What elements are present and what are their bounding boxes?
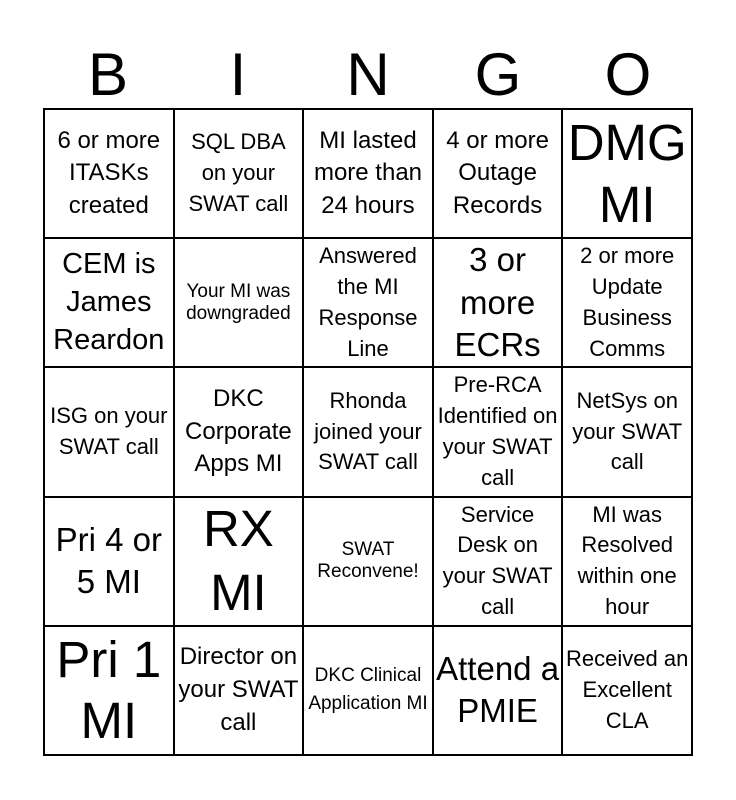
header-letter-i: I — [229, 41, 247, 108]
cell-label: DKC Corporate Apps MI — [185, 385, 292, 478]
cell-label: MI was Resolved within one hour — [577, 501, 677, 619]
cell-label: Answered the MI Response Line — [318, 243, 418, 361]
cell-label: CEM is James Reardon — [53, 248, 165, 356]
bingo-board — [43, 108, 693, 756]
cell-label: DMG MI — [567, 114, 687, 233]
cell-label: 3 or more ECRs — [454, 241, 541, 363]
cell-label: Director on your SWAT call — [178, 643, 299, 736]
cell-label: Pri 1 MI — [56, 631, 162, 750]
bingo-cell[interactable] — [562, 367, 692, 496]
bingo-cell[interactable] — [174, 626, 304, 755]
bingo-header — [43, 42, 693, 108]
cell-label: SQL DBA on your SWAT call — [188, 129, 289, 216]
bingo-cell[interactable] — [303, 367, 433, 496]
cell-label: SWAT Reconvene! — [317, 539, 419, 583]
bingo-cell[interactable] — [303, 238, 433, 367]
cell-label: Pre-RCA Identified on your SWAT call — [437, 372, 558, 490]
cell-label: Attend a PMIE — [436, 650, 560, 730]
bingo-cell[interactable] — [44, 626, 174, 755]
bingo-cell[interactable] — [44, 367, 174, 496]
cell-label: NetSys on your SWAT call — [572, 387, 683, 475]
cell-label: Received an Excellent CLA — [566, 646, 689, 733]
cell-label: Your MI was downgraded — [186, 280, 291, 324]
bingo-cell[interactable] — [174, 238, 304, 367]
bingo-cell[interactable] — [433, 497, 563, 626]
bingo-cell[interactable] — [303, 497, 433, 626]
bingo-cell[interactable] — [174, 367, 304, 496]
bingo-cell[interactable] — [303, 626, 433, 755]
header-letter-b: B — [87, 41, 129, 108]
cell-label: RX MI — [202, 500, 274, 622]
bingo-cell[interactable] — [433, 367, 563, 496]
bingo-cell[interactable] — [562, 238, 692, 367]
header-letter-g: G — [474, 41, 522, 108]
bingo-cell[interactable] — [303, 109, 433, 238]
bingo-cell[interactable] — [433, 238, 563, 367]
cell-label: Rhonda joined your SWAT call — [314, 387, 422, 475]
bingo-cell[interactable] — [44, 238, 174, 367]
bingo-cell[interactable] — [44, 109, 174, 238]
bingo-cell[interactable] — [174, 497, 304, 626]
bingo-cell[interactable] — [562, 626, 692, 755]
cell-label: 2 or more Update Business Comms — [580, 243, 675, 361]
header-letter-o: O — [604, 41, 652, 108]
bingo-cell[interactable] — [433, 626, 563, 755]
cell-label: MI lasted more than 24 hours — [313, 126, 423, 219]
cell-label: Service Desk on your SWAT call — [442, 501, 553, 619]
bingo-cell[interactable] — [174, 109, 304, 238]
bingo-cell[interactable] — [433, 109, 563, 238]
bingo-cell[interactable] — [562, 497, 692, 626]
header-letter-n: N — [346, 41, 390, 108]
cell-label: ISG on your SWAT call — [50, 403, 168, 459]
cell-label: 6 or more ITASKs created — [57, 126, 161, 219]
cell-label: DKC Clinical Application MI — [308, 664, 428, 715]
bingo-cell[interactable] — [562, 109, 692, 238]
cell-label: 4 or more Outage Records — [446, 126, 549, 219]
cell-label: Pri 4 or 5 MI — [55, 520, 162, 601]
bingo-cell[interactable] — [44, 497, 174, 626]
